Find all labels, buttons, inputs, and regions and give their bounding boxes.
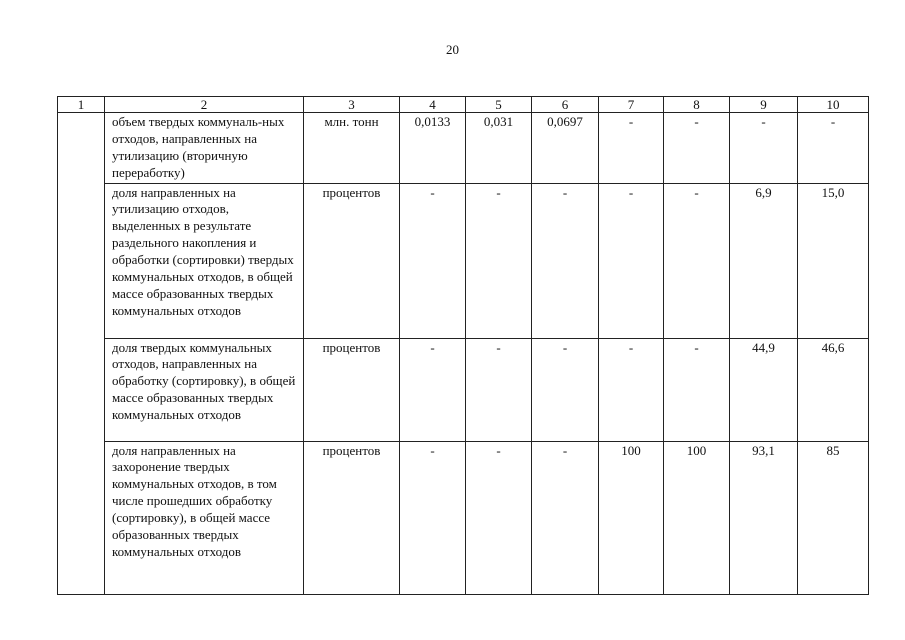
value-cell: - [466, 441, 532, 594]
value-cell: 6,9 [730, 183, 798, 338]
header-cell-6: 6 [532, 97, 599, 113]
header-cell-3: 3 [304, 97, 400, 113]
value-cell: - [466, 183, 532, 338]
value-cell: 85 [798, 441, 869, 594]
value-cell: - [532, 441, 599, 594]
value-cell: - [400, 338, 466, 441]
value-cell: - [730, 113, 798, 184]
value-cell: - [798, 113, 869, 184]
value-cell: 100 [664, 441, 730, 594]
indicator-cell: доля направленных на захоронение твердых коммунальных отходов, в том числе прошедших обработку (сортировку), в общей массе образованных твердых коммунальных отходов [105, 441, 304, 594]
indicators-table [57, 96, 869, 595]
value-cell: - [400, 183, 466, 338]
value-cell: 100 [599, 441, 664, 594]
header-cell-9: 9 [730, 97, 798, 113]
header-cell-7: 7 [599, 97, 664, 113]
value-cell: - [466, 338, 532, 441]
unit-cell: процентов [304, 183, 400, 338]
value-cell: 15,0 [798, 183, 869, 338]
header-cell-4: 4 [400, 97, 466, 113]
value-cell: - [664, 183, 730, 338]
header-cell-10: 10 [798, 97, 869, 113]
value-cell: 46,6 [798, 338, 869, 441]
header-cell-2: 2 [105, 97, 304, 113]
value-cell: 44,9 [730, 338, 798, 441]
indicator-cell: объем твердых коммуналь-ных отходов, направленных на утилизацию (вторичную переработку) [105, 113, 304, 184]
value-cell: - [532, 338, 599, 441]
unit-cell: процентов [304, 338, 400, 441]
header-cell-8: 8 [664, 97, 730, 113]
indicator-cell: доля твердых коммунальных отходов, направленных на обработку (сортировку), в общей массе образованных твердых коммунальных отходов [105, 338, 304, 441]
indicator-cell: доля направленных на утилизацию отходов, выделенных в результате раздельного накопления и обработки (сортировки) твердых коммунальных отходов, в общей массе образованных твердых коммунальных отходов [105, 183, 304, 338]
value-cell: - [664, 338, 730, 441]
row-number-cell [58, 113, 105, 595]
table-row [58, 183, 869, 338]
value-cell: - [599, 113, 664, 184]
table-row [58, 338, 869, 441]
value-cell: - [532, 183, 599, 338]
value-cell: - [664, 113, 730, 184]
page-number: 20 [446, 42, 459, 57]
header-cell-5: 5 [466, 97, 532, 113]
value-cell: 0,0133 [400, 113, 466, 184]
value-cell: 0,031 [466, 113, 532, 184]
value-cell: - [599, 183, 664, 338]
table-row [58, 441, 869, 594]
value-cell: 0,0697 [532, 113, 599, 184]
unit-cell: процентов [304, 441, 400, 594]
value-cell: 93,1 [730, 441, 798, 594]
unit-cell: млн. тонн [304, 113, 400, 184]
table-row [58, 113, 869, 184]
table-header-row [58, 97, 869, 113]
header-cell-1: 1 [58, 97, 105, 113]
value-cell: - [599, 338, 664, 441]
value-cell: - [400, 441, 466, 594]
